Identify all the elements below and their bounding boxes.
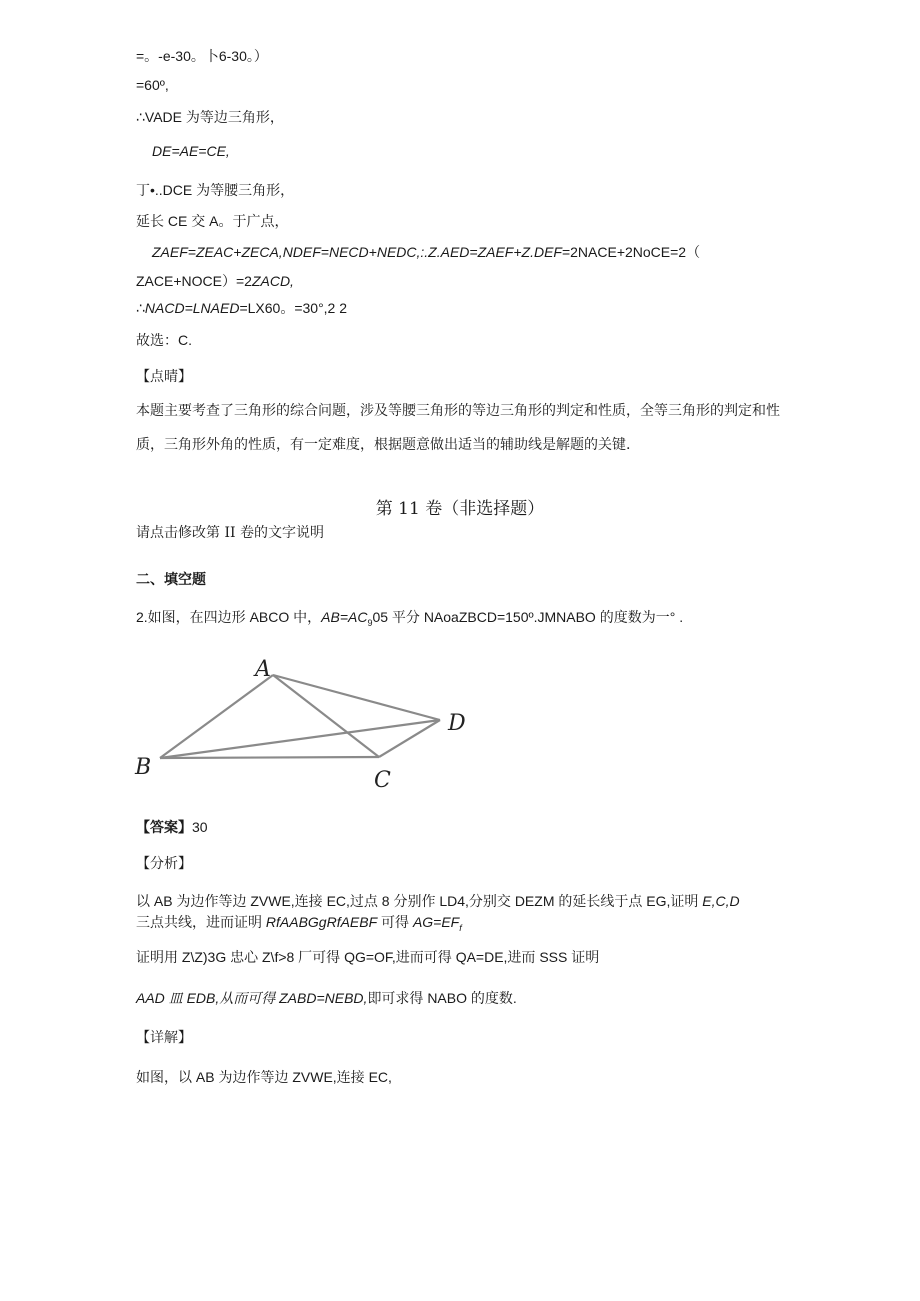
question-formula: AB=AC [321, 609, 368, 625]
text-line: 丁•..DCE 为等腰三角形， [136, 182, 295, 198]
text-line: 延长 CE 交 A。于广点， [136, 213, 289, 229]
analysis-subscript: f [459, 922, 462, 933]
segment-ac [273, 675, 379, 757]
answer-value: 30 [192, 819, 208, 835]
text-line: =。-e-30。卜6-30。） [136, 48, 268, 64]
analysis-text [136, 988, 517, 1008]
analysis-part: 可得 [377, 914, 413, 930]
analysis-label: 【分析】 [136, 855, 192, 871]
text-line [152, 242, 700, 262]
question-subscript: 9 [367, 617, 373, 628]
text-line: DE=AE=CE, [152, 143, 230, 159]
paragraph: 本题主要考查了三角形的综合问题，涉及等腰三角形的等边三角形的判定和性质，全等三角形的判定和性质，三角形外角的性质，有一定难度，根据题意做出适当的辅助线是解题的关键. [136, 403, 780, 453]
answer-line [136, 817, 208, 837]
text-line [136, 271, 294, 291]
vertex-label-b: B [135, 755, 152, 780]
formula: =LX60。=30°,2 2 [239, 300, 348, 316]
geometry-figure [130, 650, 480, 795]
detail-label: 【详解】 [136, 1029, 192, 1045]
question-part: 2.如图，在四边形 ABCO 中， [136, 609, 322, 625]
vertex-label-a: A [255, 657, 271, 682]
answer-label: 【答案】 [136, 819, 192, 835]
therefore-symbol: ∴ [136, 300, 145, 316]
vertex-label-c: C [374, 768, 391, 793]
question-text [136, 607, 683, 633]
vertex-label-d: D [448, 711, 466, 736]
text-line: ∴VADE 为等边三角形， [136, 109, 284, 125]
segment-bc [160, 757, 379, 758]
question-part: 05 平分 NAoaZBCD=150º.JMNABO 的度数为一° . [372, 609, 684, 625]
analysis-text [136, 912, 462, 938]
analysis-part: 即可求得 NABO 的度数. [367, 990, 517, 1006]
text-line: =60º, [136, 77, 169, 93]
segment-ad [273, 675, 440, 720]
analysis-part: 以 AB 为边作等边 ZVWE,连接 EC,过点 8 分别作 LD4,分别交 DEZM 的延长线于点 EG,证明 [136, 893, 703, 909]
section-title: 第 11 卷（非选择题） [375, 499, 545, 519]
section-heading: 二、填空题 [136, 572, 206, 588]
formula: ZACD, [251, 273, 294, 289]
analysis-formula: RfAABGgRfAEBF [265, 914, 378, 930]
formula: =2NACE+2NoCE=2（ [561, 244, 701, 260]
formula: ZAEF=ZEAC+ZECA,NDEF=NECD+NEDC,:.Z.AED=ZAEF+Z.DEF [152, 244, 562, 260]
analysis-formula: E,C,D [702, 893, 740, 909]
analysis-part: 三点共线，进而证明 [136, 914, 266, 930]
analysis-text [136, 891, 740, 911]
section-note: 请点击修改第 II 卷的文字说明 [136, 525, 324, 541]
text-line: 故选：C. [136, 332, 192, 348]
section-label: 【点晴】 [136, 368, 192, 384]
formula: ZACE+NOCE）=2 [136, 273, 252, 289]
formula: NACD=LNAED [144, 300, 240, 316]
segment-bd [160, 720, 440, 758]
analysis-text: 证明用 Z\Z)3G 忠心 Z\f>8 厂可得 QG=OF,进而可得 QA=DE,进而 SSS 证明 [136, 949, 600, 965]
segment-cd [379, 720, 440, 757]
detail-text: 如图，以 AB 为边作等边 ZVWE,连接 EC, [136, 1069, 392, 1085]
analysis-formula: AG=EF [412, 914, 460, 930]
analysis-formula: AAD 皿 EDB,从而可得 ZABD=NEBD, [136, 990, 368, 1006]
text-line [136, 298, 347, 318]
